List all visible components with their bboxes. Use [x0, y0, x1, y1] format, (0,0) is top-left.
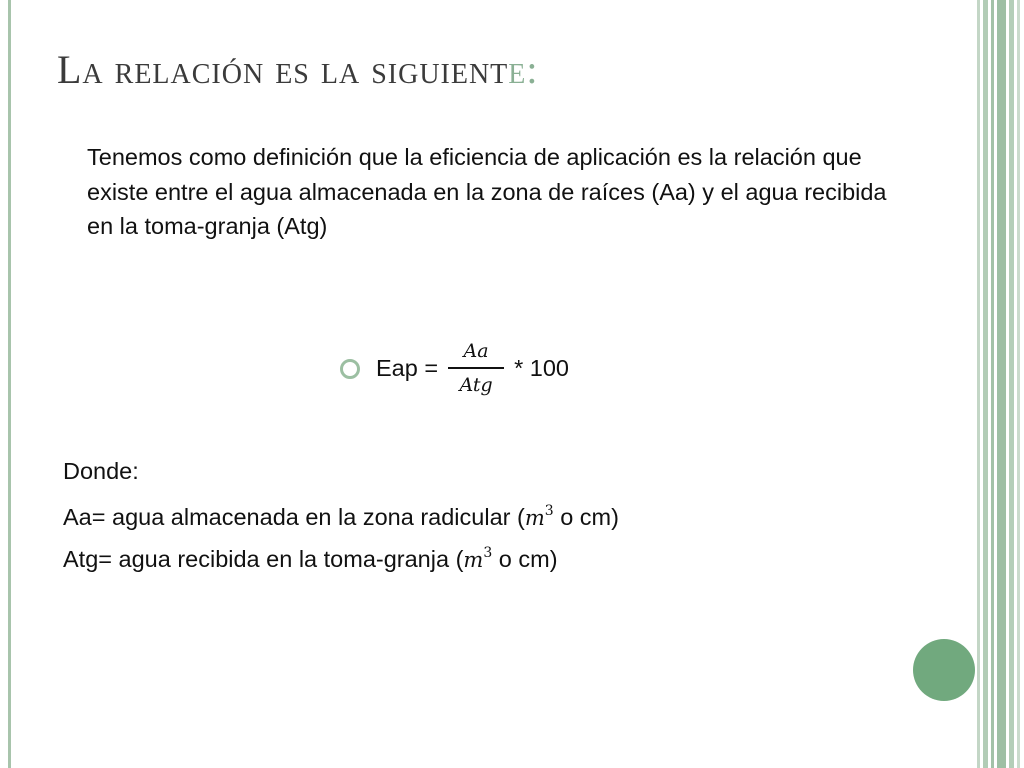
slide-title	[57, 42, 539, 98]
unit-base: m	[463, 548, 484, 572]
bullet-ring-icon	[340, 359, 360, 379]
definition-aa-paren-open: (	[517, 504, 525, 530]
definition-atg	[63, 534, 619, 576]
formula-fraction	[448, 339, 504, 397]
unit-exponent: 3	[483, 545, 493, 561]
stripe	[997, 0, 1006, 768]
unit-cubic-meter	[524, 503, 554, 530]
stripe	[983, 0, 988, 768]
definition-atg-label: Atg= agua recibida en la toma-granja	[63, 546, 450, 572]
fraction-denominator: Atg	[459, 374, 493, 396]
formula-bullet	[340, 334, 569, 402]
title-text: La relación es la siguient	[57, 47, 509, 92]
left-border-line	[8, 0, 11, 768]
unit-exponent: 3	[544, 503, 554, 519]
unit-cubic-meter	[463, 545, 493, 572]
stripe	[977, 0, 980, 768]
unit-base: m	[524, 506, 545, 530]
definition-atg-paren-rest: o cm)	[492, 546, 558, 572]
stripe	[991, 0, 994, 768]
definition-aa	[63, 492, 619, 534]
title-accent-text: e:	[508, 47, 539, 92]
intro-paragraph: Tenemos como definición que la eficiencia de aplicación es la relación que existe entre el agua almacenada en la zona de raíces (Aa) y el agua recibida en la toma-granja (Atg)	[87, 144, 887, 239]
definition-atg-paren-open: (	[455, 546, 464, 572]
formula-multiplier: * 100	[514, 354, 569, 381]
decorative-circle	[913, 639, 975, 701]
definitions-block	[63, 450, 619, 576]
formula-lhs: Eap =	[376, 354, 439, 381]
stripe	[1009, 0, 1014, 768]
stripe	[1017, 0, 1020, 768]
definition-aa-label: Aa= agua almacenada en la zona radicular	[63, 504, 511, 530]
definitions-heading: Donde:	[63, 458, 139, 484]
right-decorative-stripes	[977, 0, 1024, 768]
definition-aa-paren-rest: o cm)	[553, 504, 619, 530]
fraction-numerator: Aa	[463, 340, 489, 362]
